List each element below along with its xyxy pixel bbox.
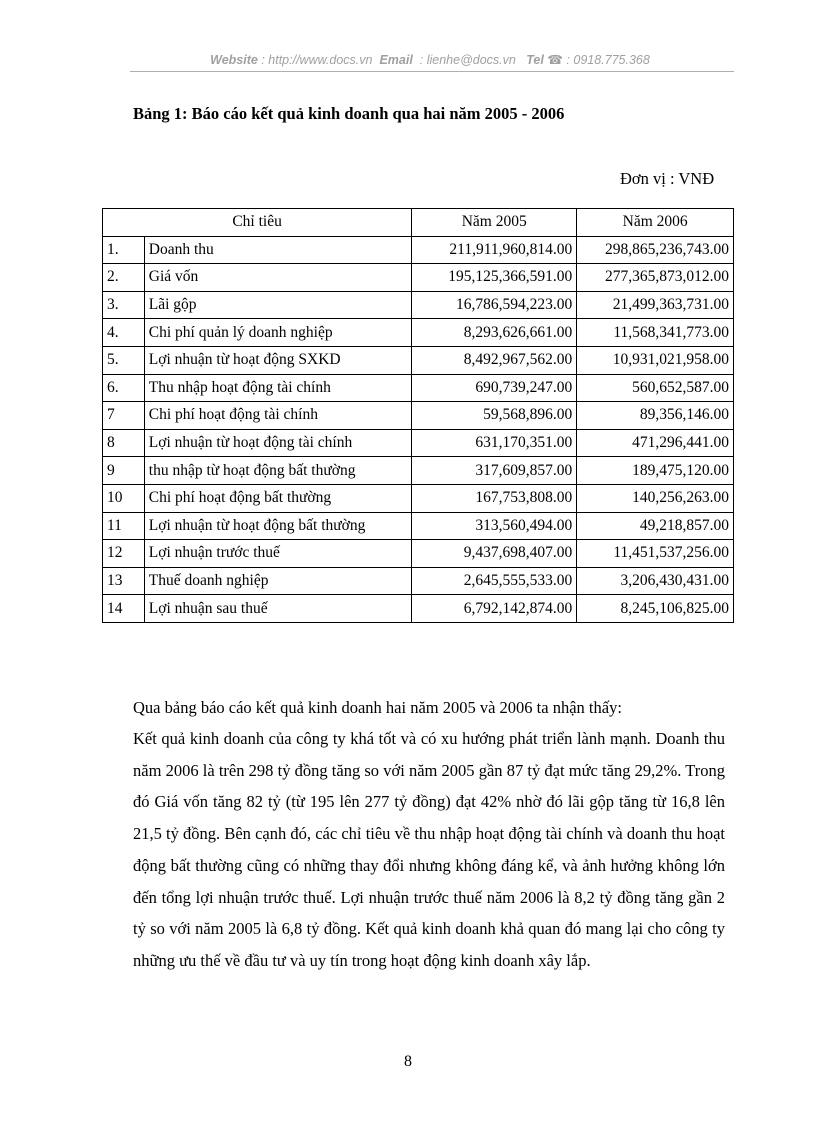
email-label: Email [379,53,413,67]
row-number: 11 [103,512,145,540]
row-indicator: Lợi nhuận từ hoạt động tài chính [144,429,411,457]
row-indicator: Lợi nhuận từ hoạt động bất thường [144,512,411,540]
table-row [103,264,734,292]
table-row [103,319,734,347]
table-row [103,429,734,457]
header-year-2006: Năm 2006 [577,209,734,237]
table-row [103,457,734,485]
row-value-2006: 189,475,120.00 [577,457,734,485]
table-header-row [103,209,734,237]
table-row [103,484,734,512]
phone-icon: ☎ [547,53,563,67]
unit-label: Đơn vị : VNĐ [620,169,715,188]
header-indicator: Chỉ tiêu [103,209,412,237]
header-year-2005: Năm 2005 [412,209,577,237]
row-indicator: Doanh thu [144,236,411,264]
summary-body: Kết quả kinh doanh của công ty khá tốt và có xu hướng phát triển lành mạnh. Doanh thu năm 2006 là trên 298 tỷ đồng tăng so với năm 2005 gần 87 tỷ đạt mức tăng 29,2%. Trong đó Giá vốn tăng 82 tỷ (từ 195 lên 277 tỷ đồng) đạt 42% nhờ đó lãi gộp tăng từ 16,8 lên 21,5 tỷ đồng. Bên cạnh đó, các chỉ tiêu về thu nhập hoạt động tài chính và doanh thu hoạt động bất thường cũng có những thay đổi nhưng không đáng kể, và ảnh hưởng không lớn đến tổng lợi nhuận trước thuế. Lợi nhuận trước thuế năm 2006 là 8,2 tỷ đồng tăng gần 2 tỷ so với năm 2005 là 6,8 tỷ đồng. Kết quả kinh doanh khả quan đó mang lại cho công ty những ưu thế về đầu tư và uy tín trong hoạt động kinh doanh xây lắp. [133,729,725,970]
website-value: : http://www.docs.vn [261,53,373,67]
website-label: Website [210,53,258,67]
row-value-2005: 9,437,698,407.00 [412,540,577,568]
row-indicator: Lãi gộp [144,291,411,319]
table-row [103,512,734,540]
table-body [103,236,734,622]
row-value-2005: 2,645,555,533.00 [412,567,577,595]
row-value-2006: 10,931,021,958.00 [577,346,734,374]
table-row [103,346,734,374]
row-number: 1. [103,236,145,264]
row-value-2006: 89,356,146.00 [577,402,734,430]
row-number: 14 [103,595,145,623]
email-value: : lienhe@docs.vn [419,53,516,67]
row-value-2005: 8,293,626,661.00 [412,319,577,347]
row-number: 13 [103,567,145,595]
table-row [103,540,734,568]
row-value-2006: 3,206,430,431.00 [577,567,734,595]
row-value-2006: 277,365,873,012.00 [577,264,734,292]
row-value-2006: 471,296,441.00 [577,429,734,457]
row-indicator: Lợi nhuận trước thuế [144,540,411,568]
row-number: 3. [103,291,145,319]
header-rule [130,71,734,72]
row-number: 9 [103,457,145,485]
tel-label: Tel [526,53,544,67]
row-value-2006: 140,256,263.00 [577,484,734,512]
row-indicator: Lợi nhuận từ hoạt động SXKD [144,346,411,374]
row-value-2005: 631,170,351.00 [412,429,577,457]
page-number: 8 [404,1053,412,1070]
row-indicator: Lợi nhuận sau thuế [144,595,411,623]
row-value-2005: 317,609,857.00 [412,457,577,485]
row-number: 7 [103,402,145,430]
row-indicator: Thu nhập hoạt động tài chính [144,374,411,402]
table-row [103,291,734,319]
row-value-2005: 8,492,967,562.00 [412,346,577,374]
row-number: 4. [103,319,145,347]
row-value-2005: 6,792,142,874.00 [412,595,577,623]
row-indicator: thu nhập từ hoạt động bất thường [144,457,411,485]
row-value-2005: 195,125,366,591.00 [412,264,577,292]
row-value-2005: 16,786,594,223.00 [412,291,577,319]
row-value-2006: 8,245,106,825.00 [577,595,734,623]
report-table [102,208,734,623]
row-number: 5. [103,346,145,374]
row-value-2005: 313,560,494.00 [412,512,577,540]
row-value-2006: 11,451,537,256.00 [577,540,734,568]
row-value-2005: 690,739,247.00 [412,374,577,402]
summary-intro: Qua bảng báo cáo kết quả kinh doanh hai năm 2005 và 2006 ta nhận thấy: [133,698,622,717]
row-indicator: Chi phí quản lý doanh nghiệp [144,319,411,347]
row-number: 6. [103,374,145,402]
row-indicator: Chi phí hoạt động bất thường [144,484,411,512]
row-number: 12 [103,540,145,568]
row-value-2006: 298,865,236,743.00 [577,236,734,264]
row-number: 2. [103,264,145,292]
row-indicator: Thuế doanh nghiệp [144,567,411,595]
row-value-2005: 59,568,896.00 [412,402,577,430]
tel-value: : 0918.775.368 [566,53,650,67]
row-value-2005: 167,753,808.00 [412,484,577,512]
row-indicator: Giá vốn [144,264,411,292]
table-title: Bảng 1: Báo cáo kết quả kinh doanh qua hai năm 2005 - 2006 [133,104,565,123]
row-value-2006: 560,652,587.00 [577,374,734,402]
table-row [103,567,734,595]
table-row [103,236,734,264]
table-row [103,374,734,402]
row-indicator: Chi phí hoạt động tài chính [144,402,411,430]
row-value-2006: 21,499,363,731.00 [577,291,734,319]
row-number: 8 [103,429,145,457]
row-number: 10 [103,484,145,512]
row-value-2006: 11,568,341,773.00 [577,319,734,347]
page-header [130,52,730,67]
table-row [103,595,734,623]
table-row [103,402,734,430]
row-value-2006: 49,218,857.00 [577,512,734,540]
row-value-2005: 211,911,960,814.00 [412,236,577,264]
